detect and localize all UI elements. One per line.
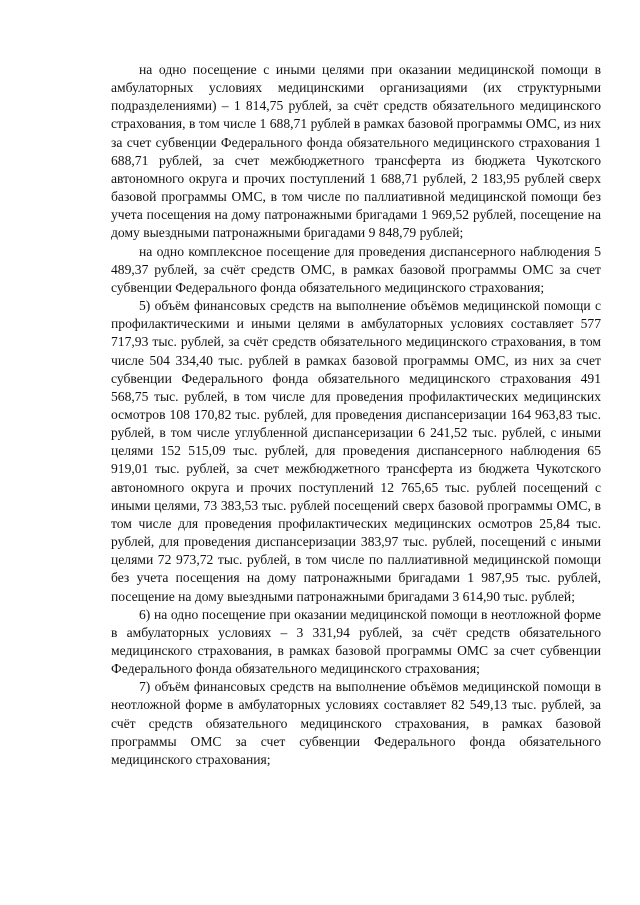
document-body — [111, 61, 601, 769]
paragraph-item-6-urgent-visit: 6) на одно посещение при оказании медицинской помощи в неотложной форме в амбулаторных условиях – 3 331,94 рублей, за счёт средств обязательного медицинского страхования, в рамках базовой программы ОМС за счет субвенции Федерального фонда обязательного медицинского страхования; — [111, 606, 601, 677]
paragraph-item-5-preventive-financing: 5) объём финансовых средств на выполнение объёмов медицинской помощи с профилактическими и иными целями в амбулаторных условиях составляет 577 717,93 тыс. рублей, за счёт средств обязательного медицинского страхования, в том числе 504 334,40 тыс. рублей в рамках базовой программы ОМС, из них за счет субвенции Федерального фонда обязательного медицинского страхования 491 568,75 тыс. рублей, в том числе для проведения профилактических медицинских осмотров 108 170,82 тыс. рублей, для проведения диспансеризации 164 963,83 тыс. рублей, в том числе углубленной диспансеризации 6 241,52 тыс. рублей, с иными целями 152 515,09 тыс. рублей, для проведения диспансерного наблюдения 65 919,01 тыс. рублей, за счет межбюджетного трансферта из бюджета Чукотского автономного округа и прочих поступлений 12 765,65 тыс. рублей посещений с иными целями, 73 383,53 тыс. рублей посещений сверх базовой программы ОМС, в том числе для проведения профилактических медицинских осмотров 25,84 тыс. рублей, для проведения диспансеризации 383,97 тыс. рублей, посещений с иными целями 72 973,72 тыс. рублей, в том числе по паллиативной медицинской помощи без учета посещения на дому патронажными бригадами 1 987,95 тыс. рублей, посещение на дому выездными патронажными бригадами 3 614,90 тыс. рублей; — [111, 298, 601, 604]
paragraph-visit-other-purposes: на одно посещение с иными целями при оказании медицинской помощи в амбулаторных условиях медицинскими организациями (их структурными подразделениями) – 1 814,75 рублей, за счёт средств обязательного медицинского страхования, в том числе 1 688,71 рублей в рамках базовой программы ОМС, из них за счет субвенции Федерального фонда обязательного медицинского страхования 1 688,71 рублей, за счет межбюджетного трансферта из бюджета Чукотского автономного округа и прочих поступлений 1 688,71 рублей, 2 183,95 рублей сверх базовой программы ОМС, в том числе по паллиативной медицинской помощи без учета посещения на дому патронажными бригадами 1 969,52 рублей, посещение на дому выездными патронажными бригадами 9 848,79 рублей; — [111, 62, 601, 241]
paragraph-item-7-urgent-financing: 7) объём финансовых средств на выполнение объёмов медицинской помощи в неотложной форме в амбулаторных условиях составляет 82 549,13 тыс. рублей, за счёт средств обязательного медицинского страхования, в рамках базовой программы ОМС за счет субвенции Федерального фонда обязательного медицинского страхования; — [111, 679, 601, 767]
paragraph-dispensary-observation: на одно комплексное посещение для проведения диспансерного наблюдения 5 489,37 рублей, за счёт средств ОМС, в рамках базовой программы ОМС за счет субвенции Федерального фонда обязательного медицинского страхования; — [111, 243, 601, 295]
